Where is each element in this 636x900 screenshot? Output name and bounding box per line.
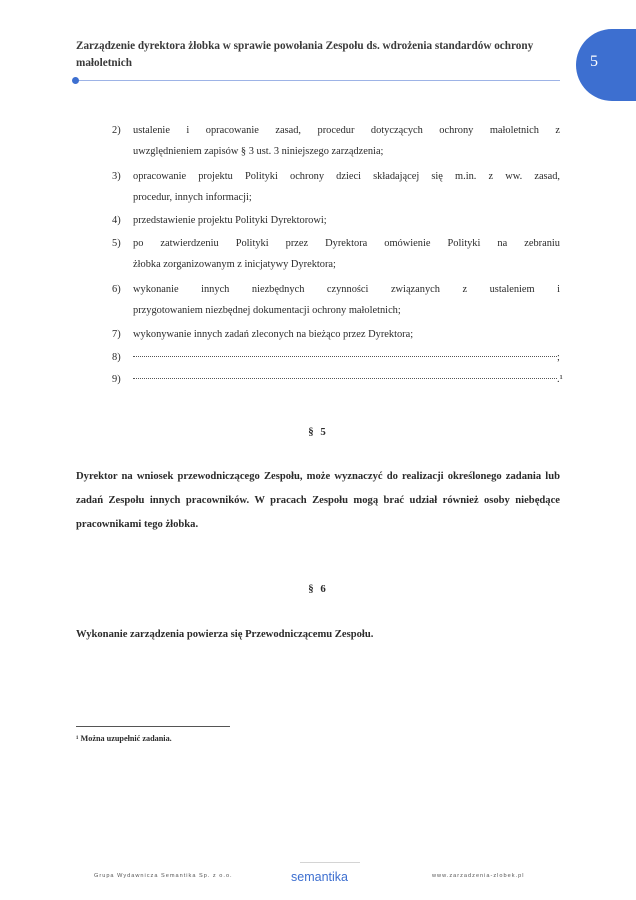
section-6-paragraph: Wykonanie zarządzenia powierza się Przewodniczącemu Zespołu. bbox=[76, 629, 374, 640]
page-number-badge bbox=[576, 29, 636, 101]
section-6-title: § 6 bbox=[308, 583, 328, 595]
section-5-title: § 5 bbox=[308, 426, 328, 438]
fill-in-line bbox=[133, 377, 557, 379]
fill-in-line bbox=[133, 355, 557, 357]
header-divider bbox=[76, 80, 560, 81]
page-number: 5 bbox=[590, 53, 598, 70]
footnote: ¹ Można uzupełnić zadania. bbox=[76, 734, 172, 743]
footnote-divider bbox=[76, 726, 230, 727]
footer-logo-line bbox=[300, 862, 360, 866]
header-divider-dot bbox=[72, 77, 79, 84]
document-header-title: Zarządzenie dyrektora żłobka w sprawie powołania Zespołu ds. wdrożenia standardów ochrony małoletnich bbox=[76, 40, 534, 69]
footer-website: www.zarzadzenia-zlobek.pl bbox=[432, 873, 525, 879]
section-5-paragraph: Dyrektor na wniosek przewodniczącego Zespołu, może wyznaczyć do realizacji określonego zadania lub zadań Zespołu innych pracowników. W pracach Zespołu mogą brać udział również osoby niebędące pracownikami tego żłobka. bbox=[76, 471, 560, 530]
footer-publisher: Grupa Wydawnicza Semantika Sp. z o.o. bbox=[94, 873, 233, 879]
semantika-logo: semantika bbox=[291, 870, 348, 884]
